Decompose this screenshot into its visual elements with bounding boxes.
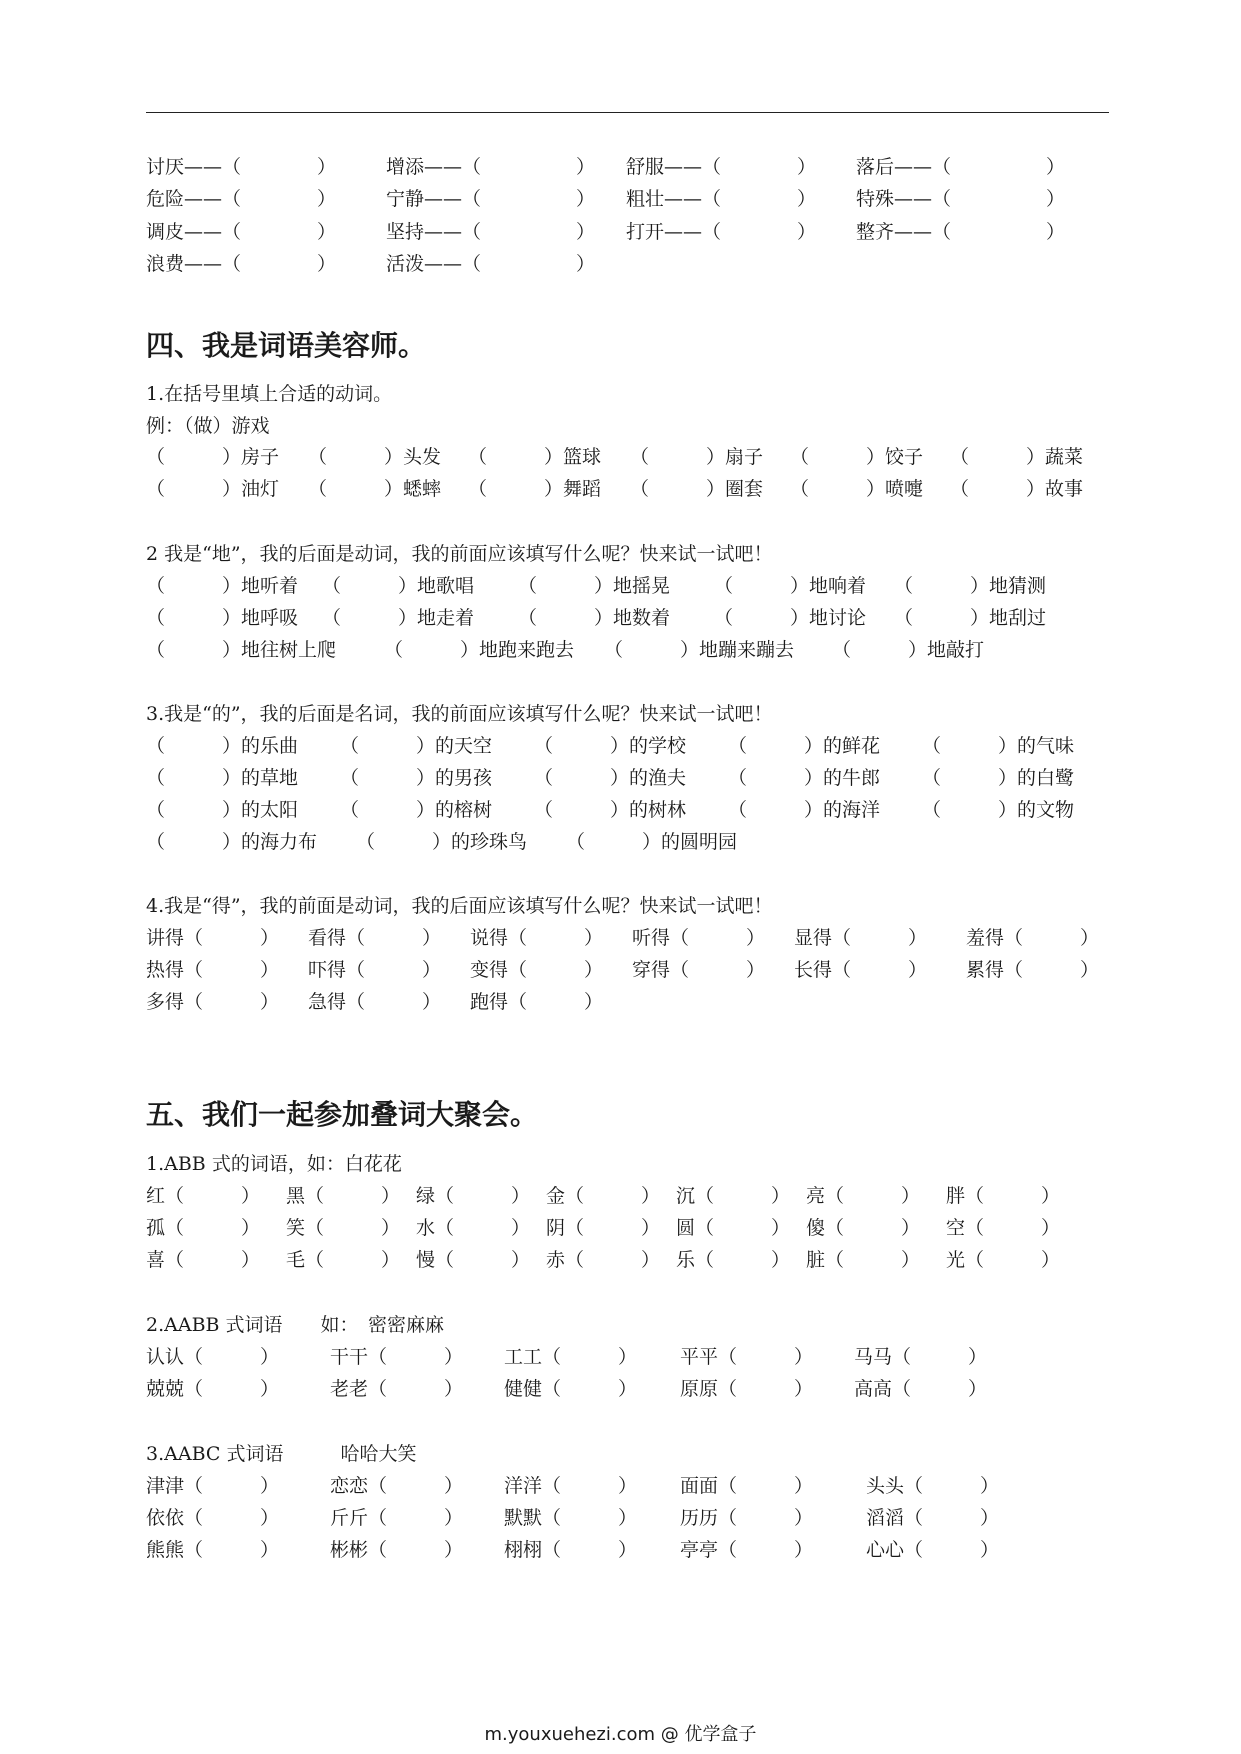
s4-q1-prompt: 1.在括号里填上合适的动词。 xyxy=(146,383,393,405)
s5-q2-row xyxy=(0,1343,1241,1371)
fill-item: 绿（ ） xyxy=(416,1185,531,1207)
fill-item: （ ）的天空 xyxy=(340,735,493,757)
s4-q3-prompt: 3.我是“的”，我的后面是名词，我的前面应该填写什么呢？快来试一试吧！ xyxy=(146,703,773,725)
fill-item: （ ）喷嚏 xyxy=(790,478,924,500)
fill-item: 变得（ ） xyxy=(470,959,604,981)
fill-item: 乐（ ） xyxy=(676,1249,791,1271)
s5-q3-prompt: 3.AABC 式词语 哈哈大笑 xyxy=(146,1443,417,1465)
fill-item: 沉（ ） xyxy=(676,1185,791,1207)
fill-item: （ ）地响着 xyxy=(714,575,867,597)
fill-item: 面面（ ） xyxy=(680,1475,814,1497)
s5-q3-row xyxy=(0,1472,1241,1500)
fill-item: 认认（ ） xyxy=(146,1346,280,1368)
fill-item: 圆（ ） xyxy=(676,1217,791,1239)
fill-item: （ ）的太阳 xyxy=(146,799,299,821)
fill-item: （ ）舞蹈 xyxy=(468,478,602,500)
antonym-item: 打开——（ ） xyxy=(626,221,817,243)
fill-item: （ ）的珍珠鸟 xyxy=(356,831,528,853)
s5-q1-row xyxy=(0,1246,1241,1274)
fill-item: 高高（ ） xyxy=(854,1378,988,1400)
fill-item: 羞得（ ） xyxy=(966,927,1100,949)
fill-item: 红（ ） xyxy=(146,1185,261,1207)
antonym-item: 粗壮——（ ） xyxy=(626,188,817,210)
fill-item: 胖（ ） xyxy=(946,1185,1061,1207)
s5-q3-row xyxy=(0,1504,1241,1532)
antonym-item: 宁静——（ ） xyxy=(386,188,596,210)
fill-item: 慢（ ） xyxy=(416,1249,531,1271)
s4-q4-row xyxy=(0,988,1241,1016)
fill-item: （ ）地蹦来蹦去 xyxy=(604,639,795,661)
fill-item: （ ）篮球 xyxy=(468,446,602,468)
antonym-row xyxy=(0,218,1241,246)
fill-item: 笑（ ） xyxy=(286,1217,401,1239)
antonym-item: 活泼——（ ） xyxy=(386,253,596,275)
s4-q1-row xyxy=(0,443,1241,471)
fill-item: （ ）地往树上爬 xyxy=(146,639,337,661)
s4-q1-example: 例：（做）游戏 xyxy=(146,415,270,437)
fill-item: （ ）的榕树 xyxy=(340,799,493,821)
fill-item: （ ）地刮过 xyxy=(894,607,1047,629)
fill-item: 津津（ ） xyxy=(146,1475,280,1497)
section-4-title: 四、我是词语美容师。 xyxy=(146,329,427,362)
fill-item: 跑得（ ） xyxy=(470,991,604,1013)
antonym-item: 增添——（ ） xyxy=(386,156,596,178)
fill-item: （ ）的圆明园 xyxy=(566,831,738,853)
fill-item: 赤（ ） xyxy=(546,1249,661,1271)
antonym-item: 落后——（ ） xyxy=(856,156,1066,178)
fill-item: 讲得（ ） xyxy=(146,927,280,949)
fill-item: 默默（ ） xyxy=(504,1507,638,1529)
fill-item: 心心（ ） xyxy=(866,1539,1000,1561)
antonym-item: 舒服——（ ） xyxy=(626,156,817,178)
fill-item: 马马（ ） xyxy=(854,1346,988,1368)
s4-q3-row xyxy=(0,828,1241,856)
fill-item: 累得（ ） xyxy=(966,959,1100,981)
fill-item: 斤斤（ ） xyxy=(330,1507,464,1529)
fill-item: 健健（ ） xyxy=(504,1378,638,1400)
fill-item: （ ）的乐曲 xyxy=(146,735,299,757)
fill-item: （ ）的文物 xyxy=(922,799,1075,821)
fill-item: （ ）蔬菜 xyxy=(950,446,1084,468)
s4-q2-row xyxy=(0,572,1241,600)
fill-item: 黑（ ） xyxy=(286,1185,401,1207)
s4-q4-prompt: 4.我是“得”，我的前面是动词，我的后面应该填写什么呢？快来试一试吧！ xyxy=(146,895,773,917)
fill-item: （ ）房子 xyxy=(146,446,280,468)
fill-item: （ ）饺子 xyxy=(790,446,924,468)
fill-item: 工工（ ） xyxy=(504,1346,638,1368)
fill-item: 栩栩（ ） xyxy=(504,1539,638,1561)
fill-item: （ ）的牛郎 xyxy=(728,767,881,789)
s5-q1-row xyxy=(0,1214,1241,1242)
s4-q2-row xyxy=(0,604,1241,632)
fill-item: （ ）地数着 xyxy=(518,607,671,629)
fill-item: 阴（ ） xyxy=(546,1217,661,1239)
fill-item: 多得（ ） xyxy=(146,991,280,1013)
antonym-item: 危险——（ ） xyxy=(146,188,337,210)
antonym-row xyxy=(0,185,1241,213)
s4-q4-row xyxy=(0,924,1241,952)
s4-q3-row xyxy=(0,764,1241,792)
s5-q3-row xyxy=(0,1536,1241,1564)
s5-q2-row xyxy=(0,1375,1241,1403)
fill-item: 彬彬（ ） xyxy=(330,1539,464,1561)
fill-item: 喜（ ） xyxy=(146,1249,261,1271)
fill-item: （ ）的海洋 xyxy=(728,799,881,821)
fill-item: （ ）的白鹭 xyxy=(922,767,1075,789)
fill-item: （ ）地摇晃 xyxy=(518,575,671,597)
antonym-item: 特殊——（ ） xyxy=(856,188,1066,210)
fill-item: 空（ ） xyxy=(946,1217,1061,1239)
fill-item: 兢兢（ ） xyxy=(146,1378,280,1400)
fill-item: 亮（ ） xyxy=(806,1185,921,1207)
fill-item: 毛（ ） xyxy=(286,1249,401,1271)
fill-item: （ ）的渔夫 xyxy=(534,767,687,789)
fill-item: （ ）地敲打 xyxy=(832,639,985,661)
fill-item: 老老（ ） xyxy=(330,1378,464,1400)
s4-q4-row xyxy=(0,956,1241,984)
s5-q1-prompt: 1.ABB 式的词语，如：白花花 xyxy=(146,1153,402,1175)
fill-item: （ ）的男孩 xyxy=(340,767,493,789)
fill-item: 头头（ ） xyxy=(866,1475,1000,1497)
fill-item: 水（ ） xyxy=(416,1217,531,1239)
fill-item: （ ）地歌唱 xyxy=(322,575,475,597)
fill-item: （ ）油灯 xyxy=(146,478,280,500)
fill-item: （ ）地听着 xyxy=(146,575,299,597)
s4-q3-row xyxy=(0,796,1241,824)
antonym-item: 浪费——（ ） xyxy=(146,253,337,275)
footer-watermark: m.youxuehezi.com @ 优学盒子 xyxy=(484,1724,757,1745)
fill-item: 吓得（ ） xyxy=(308,959,442,981)
fill-item: （ ）地猜测 xyxy=(894,575,1047,597)
fill-item: （ ）的海力布 xyxy=(146,831,318,853)
fill-item: 金（ ） xyxy=(546,1185,661,1207)
s4-q1-row xyxy=(0,475,1241,503)
fill-item: 脏（ ） xyxy=(806,1249,921,1271)
s5-q1-row xyxy=(0,1182,1241,1210)
antonym-item: 讨厌——（ ） xyxy=(146,156,337,178)
fill-item: 说得（ ） xyxy=(470,927,604,949)
fill-item: 历历（ ） xyxy=(680,1507,814,1529)
fill-item: （ ）的鲜花 xyxy=(728,735,881,757)
fill-item: 滔滔（ ） xyxy=(866,1507,1000,1529)
antonym-row xyxy=(0,250,1241,278)
fill-item: 听得（ ） xyxy=(632,927,766,949)
fill-item: 干干（ ） xyxy=(330,1346,464,1368)
fill-item: （ ）的学校 xyxy=(534,735,687,757)
fill-item: 平平（ ） xyxy=(680,1346,814,1368)
fill-item: （ ）的树林 xyxy=(534,799,687,821)
fill-item: 洋洋（ ） xyxy=(504,1475,638,1497)
antonym-item: 坚持——（ ） xyxy=(386,221,596,243)
s4-q2-prompt: 2 我是“地”，我的后面是动词，我的前面应该填写什么呢？快来试一试吧！ xyxy=(146,543,773,565)
antonym-item: 调皮——（ ） xyxy=(146,221,337,243)
s5-q2-prompt: 2.AABB 式词语 如： 密密麻麻 xyxy=(146,1314,445,1336)
fill-item: （ ）头发 xyxy=(308,446,442,468)
fill-item: （ ）故事 xyxy=(950,478,1084,500)
fill-item: 熊熊（ ） xyxy=(146,1539,280,1561)
fill-item: 显得（ ） xyxy=(794,927,928,949)
fill-item: 依依（ ） xyxy=(146,1507,280,1529)
fill-item: （ ）的气味 xyxy=(922,735,1075,757)
s4-q2-row xyxy=(0,636,1241,664)
fill-item: 穿得（ ） xyxy=(632,959,766,981)
antonym-row xyxy=(0,153,1241,181)
fill-item: （ ）扇子 xyxy=(630,446,764,468)
fill-item: 看得（ ） xyxy=(308,927,442,949)
s4-q3-row xyxy=(0,732,1241,760)
section-5-title: 五、我们一起参加叠词大聚会。 xyxy=(146,1098,539,1131)
fill-item: 热得（ ） xyxy=(146,959,280,981)
fill-item: 孤（ ） xyxy=(146,1217,261,1239)
fill-item: （ ）地呼吸 xyxy=(146,607,299,629)
fill-item: （ ）蟋蟀 xyxy=(308,478,442,500)
fill-item: （ ）地跑来跑去 xyxy=(384,639,575,661)
fill-item: 傻（ ） xyxy=(806,1217,921,1239)
fill-item: 长得（ ） xyxy=(794,959,928,981)
fill-item: 光（ ） xyxy=(946,1249,1061,1271)
fill-item: 急得（ ） xyxy=(308,991,442,1013)
fill-item: （ ）的草地 xyxy=(146,767,299,789)
fill-item: （ ）地走着 xyxy=(322,607,475,629)
fill-item: 亭亭（ ） xyxy=(680,1539,814,1561)
antonym-item: 整齐——（ ） xyxy=(856,221,1066,243)
top-rule xyxy=(146,112,1109,113)
fill-item: 恋恋（ ） xyxy=(330,1475,464,1497)
fill-item: （ ）圈套 xyxy=(630,478,764,500)
fill-item: 原原（ ） xyxy=(680,1378,814,1400)
fill-item: （ ）地讨论 xyxy=(714,607,867,629)
